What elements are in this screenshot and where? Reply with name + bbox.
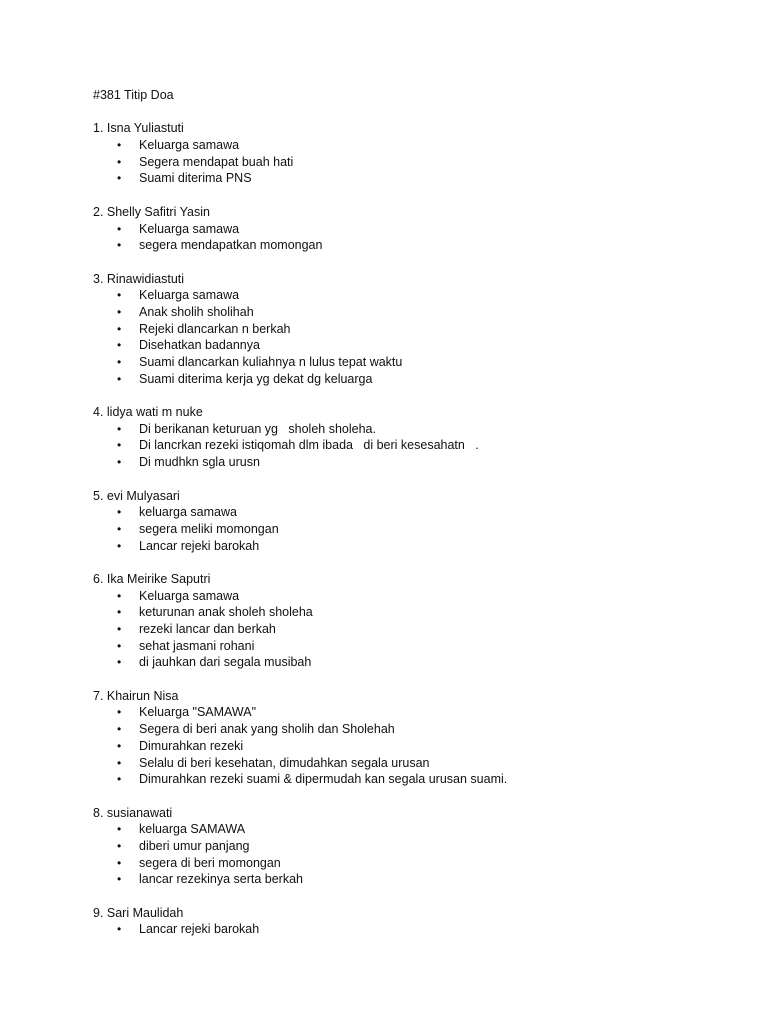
wish-text: Suami diterima PNS — [139, 171, 252, 186]
entry-name: 2. Shelly Safitri Yasin — [93, 204, 210, 219]
wish-item — [93, 237, 733, 254]
entry-list — [93, 120, 733, 938]
wish-text: Dimurahkan rezeki — [139, 738, 244, 753]
bullet-icon: • — [117, 772, 122, 787]
list-item — [93, 905, 733, 938]
wish-item — [93, 838, 733, 855]
wish-text: Suami diterima kerja yg dekat dg keluarga — [139, 371, 373, 386]
bullet-icon: • — [117, 622, 122, 636]
wish-text: Di mudhkn sgla urusn — [139, 455, 260, 470]
wish-item — [93, 921, 733, 938]
wish-text: diberi umur panjang — [139, 838, 250, 853]
wish-text: segera di beri momongan — [139, 855, 281, 870]
entry-name: 6. Ika Meirike Saputri — [93, 571, 211, 586]
wish-text: Keluarga samawa — [139, 588, 240, 603]
bullet-icon: • — [117, 505, 122, 520]
wish-list — [93, 504, 733, 554]
wish-text: Dimurahkan rezeki suami & dipermudah kan segala urusan suami. — [139, 772, 508, 787]
wish-list — [93, 921, 733, 938]
bullet-icon: • — [117, 822, 122, 837]
bullet-icon: • — [117, 321, 122, 336]
bullet-icon: • — [117, 154, 122, 169]
list-item — [93, 688, 733, 788]
wish-text: Disehatkan badannya — [139, 338, 260, 353]
bullet-icon: • — [117, 922, 122, 937]
list-item — [93, 571, 733, 671]
wish-text: keluarga samawa — [139, 505, 237, 520]
wish-item — [93, 638, 733, 655]
bullet-icon: • — [117, 521, 122, 536]
wish-item — [93, 221, 733, 238]
wish-text: rezeki lancar dan berkah — [139, 622, 276, 636]
wish-item — [93, 170, 733, 187]
wish-text: Rejeki dlancarkan n berkah — [139, 321, 291, 336]
wish-list — [93, 704, 733, 787]
wish-text: segera meliki momongan — [139, 521, 279, 536]
wish-item — [93, 321, 733, 338]
wish-item — [93, 604, 733, 621]
entry-name: 7. Khairun Nisa — [93, 688, 179, 703]
wish-item — [93, 821, 733, 838]
wish-text: Lancar rejeki barokah — [139, 922, 260, 937]
wish-text: keturunan anak sholeh sholeha — [139, 605, 313, 620]
bullet-icon: • — [117, 588, 122, 603]
bullet-icon: • — [117, 638, 122, 653]
bullet-icon: • — [117, 171, 122, 186]
document-title: #381 Titip Doa — [93, 88, 174, 102]
wish-item — [93, 354, 733, 371]
wish-list — [93, 287, 733, 387]
wish-item — [93, 871, 733, 888]
wish-text: Keluarga samawa — [139, 288, 240, 303]
wish-text: Keluarga samawa — [139, 221, 240, 236]
wish-item — [93, 738, 733, 755]
wish-item — [93, 137, 733, 154]
wish-text: Di berikanan keturuan yg sholeh sholeha. — [139, 421, 376, 436]
bullet-icon: • — [117, 755, 122, 770]
wish-item — [93, 154, 733, 171]
entry-name: 8. susianawati — [93, 805, 173, 820]
entry-name: 5. evi Mulyasari — [93, 488, 180, 503]
bullet-icon: • — [117, 355, 122, 369]
wish-text: Keluarga samawa — [139, 138, 240, 153]
wish-list — [93, 821, 733, 888]
document-page — [93, 87, 733, 955]
bullet-icon: • — [117, 304, 122, 319]
wish-item — [93, 521, 733, 538]
bullet-icon: • — [117, 438, 122, 453]
wish-item — [93, 721, 733, 738]
wish-item — [93, 704, 733, 721]
wish-item — [93, 421, 733, 438]
wish-text: Lancar rejeki barokah — [139, 538, 260, 553]
bullet-icon: • — [117, 371, 122, 386]
wish-text: Segera mendapat buah hati — [139, 154, 294, 169]
wish-list — [93, 137, 733, 187]
entry-name: 9. Sari Maulidah — [93, 905, 184, 920]
wish-item — [93, 771, 733, 788]
wish-item — [93, 454, 733, 471]
wish-text: segera mendapatkan momongan — [139, 238, 323, 253]
wish-text: lancar rezekinya serta berkah — [139, 872, 303, 887]
wish-text: sehat jasmani rohani — [139, 638, 255, 653]
wish-text: Di lancrkan rezeki istiqomah dlm ibada di beri kesesahatn . — [139, 438, 479, 453]
wish-item — [93, 437, 733, 454]
bullet-icon: • — [117, 738, 122, 753]
wish-item — [93, 538, 733, 555]
bullet-icon: • — [117, 605, 122, 620]
wish-item — [93, 337, 733, 354]
bullet-icon: • — [117, 722, 122, 737]
bullet-icon: • — [117, 655, 122, 670]
wish-item — [93, 287, 733, 304]
bullet-icon: • — [117, 455, 122, 470]
wish-text: di jauhkan dari segala musibah — [139, 655, 312, 670]
wish-item — [93, 588, 733, 605]
bullet-icon: • — [117, 838, 122, 853]
wish-text: Keluarga "SAMAWA" — [139, 705, 257, 720]
wish-item — [93, 621, 733, 638]
list-item — [93, 120, 733, 187]
bullet-icon: • — [117, 705, 122, 720]
list-item — [93, 488, 733, 555]
wish-list — [93, 421, 733, 471]
list-item — [93, 271, 733, 388]
bullet-icon: • — [117, 421, 122, 436]
bullet-icon: • — [117, 138, 122, 153]
wish-text: Selalu di beri kesehatan, dimudahkan segala urusan — [139, 755, 430, 770]
list-item — [93, 404, 733, 471]
list-item — [93, 805, 733, 888]
wish-item — [93, 654, 733, 671]
bullet-icon: • — [117, 221, 122, 236]
bullet-icon: • — [117, 288, 122, 303]
entry-name: 3. Rinawidiastuti — [93, 271, 185, 286]
wish-list — [93, 588, 733, 671]
bullet-icon: • — [117, 538, 122, 553]
bullet-icon: • — [117, 338, 122, 353]
bullet-icon: • — [117, 872, 122, 887]
wish-item — [93, 504, 733, 521]
entry-name: 4. lidya wati m nuke — [93, 405, 203, 420]
wish-text: keluarga SAMAWA — [139, 822, 246, 837]
wish-text: Suami dlancarkan kuliahnya n lulus tepat waktu — [139, 355, 403, 369]
wish-item — [93, 755, 733, 772]
wish-item — [93, 304, 733, 321]
bullet-icon: • — [117, 855, 122, 870]
wish-item — [93, 371, 733, 388]
bullet-icon: • — [117, 238, 122, 253]
wish-list — [93, 221, 733, 254]
wish-text: Anak sholih sholihah — [139, 304, 254, 319]
wish-item — [93, 855, 733, 872]
list-item — [93, 204, 733, 254]
entry-name: 1. Isna Yuliastuti — [93, 121, 184, 136]
wish-text: Segera di beri anak yang sholih dan Sholehah — [139, 722, 395, 737]
